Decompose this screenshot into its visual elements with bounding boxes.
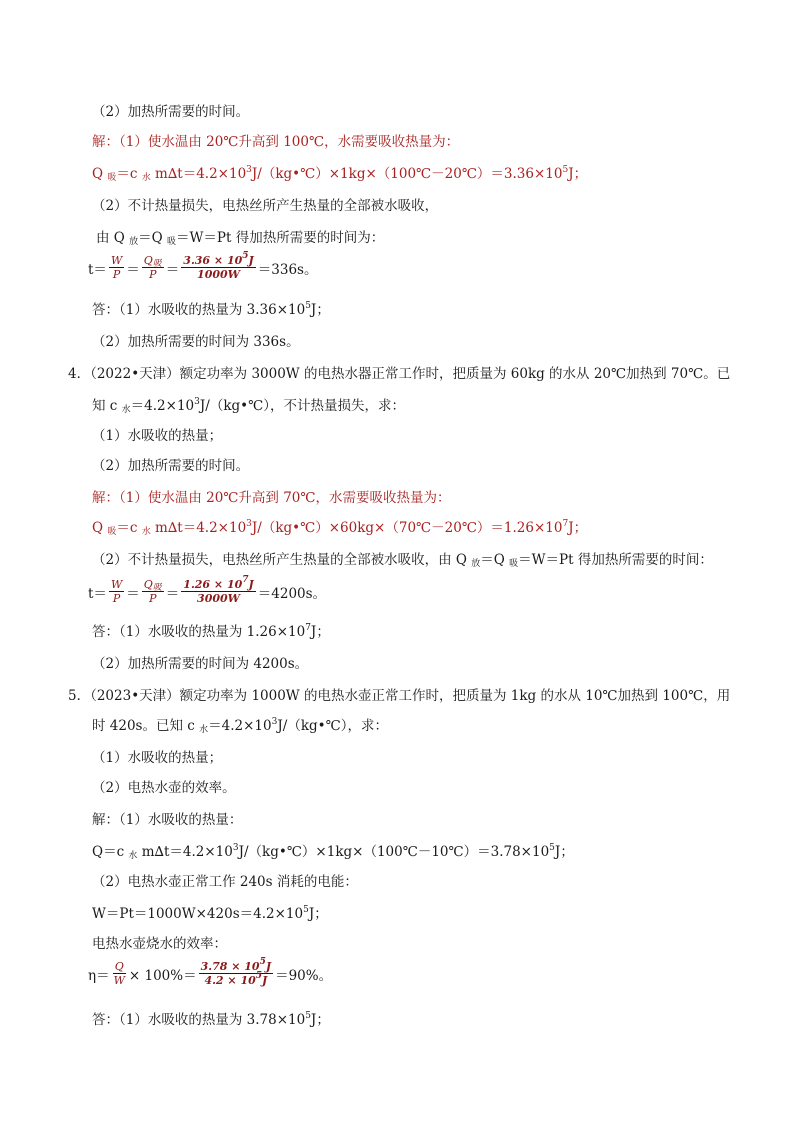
question-5-efficiency-intro: 电热水壶烧水的效率： <box>92 936 227 952</box>
question-4-line-2: 知 c $_水=4.2\times 10^3J/(kg•℃)$，不计热量损失，求： <box>92 397 405 415</box>
question-4-sub-2: （2）加热所需要的时间。 <box>92 458 250 474</box>
question-4-answer-2: （2）加热所需要的时间为 4200s。 <box>92 656 309 672</box>
time-equation-1: t＝ $\frac{W}{P}$ ＝ $\frac{Q_吸}{P}$ ＝ $\frac{3.36 \times 10^5J}{1000W}$ ＝336s。 <box>88 251 318 281</box>
question-4-sub-1: （1）水吸收的热量； <box>92 428 223 444</box>
question-5-line-1: 5．（2023•天津）额定功率为 1000W 的电热水壶正常工作时，把质量为 1kg 的水从 10℃加热到 100℃，用 <box>68 688 731 704</box>
question-5-heat-formula: Q＝c $_水$ $m\Delta t=4.2\times 10^3J/(kg•℃)\times 1kg\times(100℃-10℃)=3.78\times 10^5J$； <box>92 843 574 861</box>
question-5-energy-intro: （2）电热水壶正常工作 240s 消耗的电能： <box>92 874 358 890</box>
sub-question-2: （2）加热所需要的时间。 <box>92 104 250 120</box>
question-5-sub-1: （1）水吸收的热量； <box>92 750 223 766</box>
question-4-time-derivation: （2）不计热量损失，电热丝所产生热量的全部被水吸收，由 Q $_放$＝Q $_吸$＝W＝Pt 得加热所需要的时间： <box>92 552 713 569</box>
question-5-line-2: 时 420s。已知 c $_水=4.2\times 10^3J/(kg•℃)$，求： <box>92 717 388 735</box>
question-5-answer-1: 答：（1）水吸收的热量为 $3.78\times 10^5J$； <box>92 1011 330 1028</box>
question-4-answer-1: 答：（1）水吸收的热量为 $1.26\times 10^7J$； <box>92 623 330 640</box>
question-4-line-1: 4．（2022•天津）额定功率为 3000W 的电热水器正常工作时，把质量为 60kg 的水从 20℃加热到 70℃。已 <box>68 366 731 382</box>
question-4-heat-formula: Q $_吸$＝c $_水$ $m\Delta t=4.2\times 10^3J/(kg•℃)\times 60kg\times(70℃-20℃)=1.26\times 10^7J$； <box>92 519 588 537</box>
time-derivation-text: 由 Q $_放$＝Q $_吸$＝W＝Pt 得加热所需要的时间为： <box>96 230 385 247</box>
question-5-solution-intro: 解：（1）水吸收的热量： <box>92 812 243 828</box>
question-5-energy-formula: $W=Pt=1000W\times 420s=4.2\times 10^5J$； <box>92 905 328 922</box>
answer-1: 答：（1）水吸收的热量为 $3.36\times 10^5J$； <box>92 301 330 318</box>
heat-formula-line: Q $_吸$＝c $_水$ $m\Delta t=4.2\times 10^3J/(kg•℃)\times 1kg\times(100℃-20℃)=3.36\times 10^5J$； <box>92 165 588 183</box>
question-5-sub-2: （2）电热水壶的效率。 <box>92 780 236 796</box>
time-equation-2: t＝ $\frac{W}{P}$ ＝ $\frac{Q_吸}{P}$ ＝ $\frac{1.26 \times 10^7J}{3000W}$ ＝4200s。 <box>88 575 327 605</box>
no-loss-statement: （2）不计热量损失，电热丝所产生热量的全部被水吸收， <box>92 198 439 214</box>
efficiency-equation: η＝ $\frac{Q}{W}$ × 100%＝ $\frac{3.78 \times 10^5J}{4.2 \times 10^5J}$ ＝90%。 <box>88 957 333 987</box>
answer-2: （2）加热所需要的时间为 336s。 <box>92 334 300 350</box>
solution-intro: 解：（1）使水温由 20℃升高到 100℃，水需要吸收热量为： <box>92 134 460 150</box>
question-4-solution-intro: 解：（1）使水温由 20℃升高到 70℃，水需要吸收热量为： <box>92 490 451 506</box>
